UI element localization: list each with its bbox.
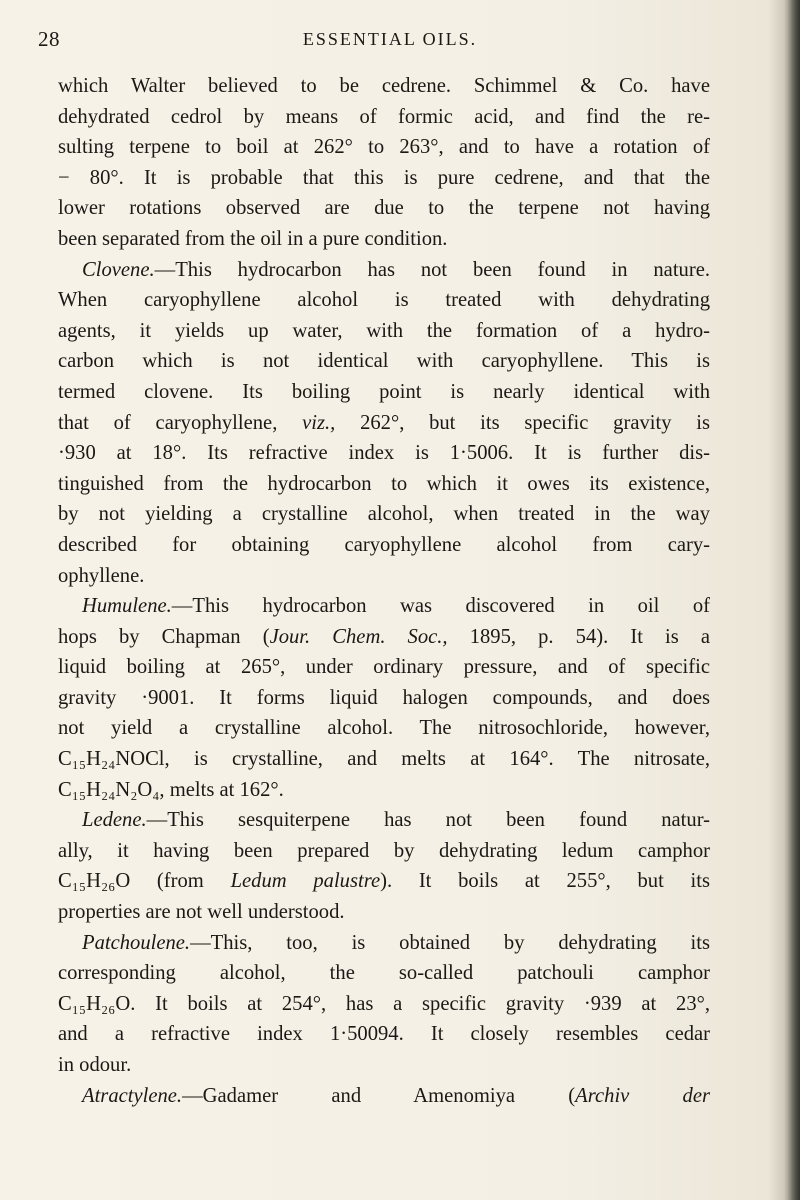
paragraph-ledene [58,805,710,927]
running-head: ESSENTIAL OILS. [302,29,478,49]
text-line: ally, it having been prepared by dehydrating ledum camphor [58,839,710,862]
text-line [58,255,710,286]
journal-reference: Archiv der [575,1084,711,1107]
text-line: agents, it yields up water, with the formation of a hydro- [58,319,710,342]
paragraph-atractylene [58,1081,710,1112]
text-line: carbon which is not identical with caryophyllene. This is [58,350,710,373]
text-line: C₁₅H₂₄N₂O₄, melts at 162°. [58,778,284,801]
section-term-ledene: Ledene. [82,809,147,832]
page-edge-shadow [784,0,800,1200]
text-line [58,591,710,622]
em-dash: — [171,595,193,618]
text-line: lower rotations observed are due to the terpene not having [58,197,710,220]
text-span: C₁₅H₂₆O (from [58,870,204,893]
page-header [0,27,800,55]
em-dash: — [182,1084,203,1107]
text-line: liquid boiling at 265°, under ordinary pressure, and of specific [58,656,710,679]
text-line [58,1081,710,1112]
text-span: 1895, p. 54). It is a [469,625,710,648]
text-line: in odour. [58,1054,132,1076]
text-line: and a refractive index 1·50094. It closely resembles cedar [58,1023,710,1046]
paragraph-humulene [58,591,710,805]
paragraph-cedrene [58,71,710,255]
text-line: properties are not well understood. [58,901,345,924]
body-text [58,71,710,1111]
text-line [58,928,710,959]
section-term-atractylene: Atractylene. [82,1084,183,1107]
text-span: This hydrocarbon has not been found in nature. [175,258,710,281]
text-line: sulting terpene to boil at 262° to 263°, and to have a rotation of [58,136,710,159]
text-line [58,408,710,439]
text-span: hops by Chapman ( [58,625,270,648]
text-line: by not yielding a crystalline alcohol, when treated in the way [58,503,710,526]
text-span: This, too, is obtained by dehydrating its [210,931,710,954]
text-line: corresponding alcohol, the so-called patchouli camphor [58,962,710,985]
section-term-humulene: Humulene. [82,595,172,618]
paragraph-clovene [58,255,710,592]
text-line: which Walter believed to be cedrene. Schimmel & Co. have [58,75,710,97]
text-line: − 80°. It is probable that this is pure cedrene, and that the [58,166,710,189]
text-line [58,622,710,653]
text-line: ·930 at 18°. Its refractive index is 1·5006. It is further dis- [58,442,710,465]
text-line: C₁₅H₂₆O. It boils at 254°, has a specific gravity ·939 at 23°, [58,992,710,1015]
text-line: been separated from the oil in a pure condition. [58,227,448,250]
em-dash: — [146,809,168,832]
text-line: C₁₅H₂₄NOCl, is crystalline, and melts at 164°. The nitrosate, [58,748,710,771]
text-span: This sesquiterpene has not been found natur- [167,809,710,832]
em-dash: — [190,931,211,954]
text-span: Gadamer and Amenomiya ( [202,1084,576,1107]
text-span: 262°, but its specific gravity is [360,411,710,434]
viz-abbrev: viz., [302,411,336,434]
page-number: 28 [38,27,60,51]
text-line: When caryophyllene alcohol is treated with dehydrating [58,289,710,312]
text-line: dehydrated cedrol by means of formic acid, and find the re- [58,105,710,128]
text-line [58,866,710,897]
species-name: Ledum palustre [230,870,381,893]
text-line: not yield a crystalline alcohol. The nitrosochloride, however, [58,717,710,740]
text-line: described for obtaining caryophyllene alcohol from cary- [58,533,710,556]
text-span: that of caryophyllene, [58,411,278,434]
text-line: gravity ·9001. It forms liquid halogen compounds, and does [58,686,710,709]
journal-reference: Jour. Chem. Soc., [269,625,448,648]
text-line: ophyllene. [58,564,145,587]
text-line [58,805,710,836]
section-term-clovene: Clovene. [82,258,155,281]
em-dash: — [154,258,176,281]
text-span: ). It boils at 255°, but its [380,870,710,893]
text-line: tinguished from the hydrocarbon to which it owes its existence, [58,472,710,495]
section-term-patchoulene: Patchoulene. [82,931,191,954]
text-span: This hydrocarbon was discovered in oil of [192,595,710,618]
text-line: termed clovene. Its boiling point is nearly identical with [58,380,710,403]
paragraph-patchoulene [58,928,710,1081]
